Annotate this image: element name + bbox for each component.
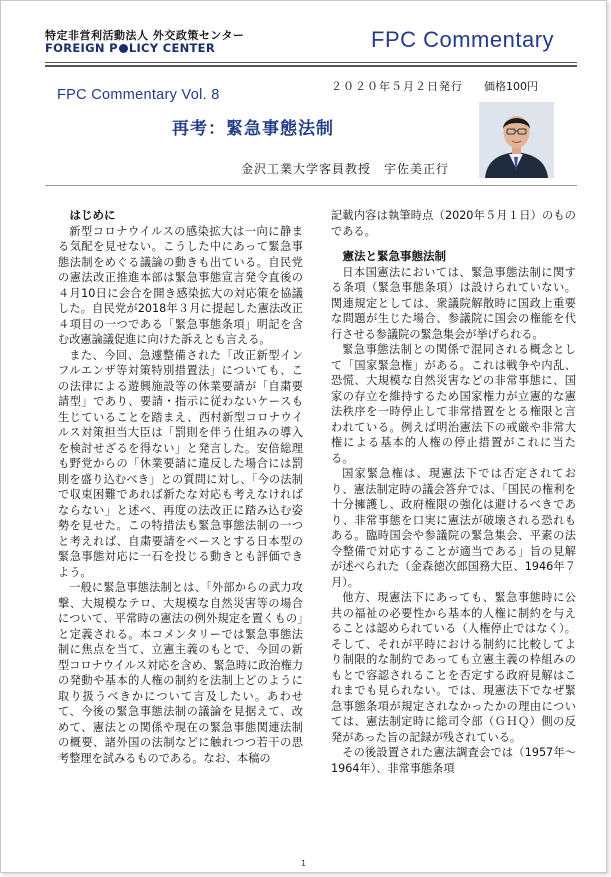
- org-name-japanese: 特定非営利活動法人 外交政策センター: [45, 29, 245, 42]
- author-portrait-image: [479, 102, 554, 178]
- paragraph: 国家緊急権は、現憲法下では否定されており、憲法制定時の議会答弁では、「国民の権利を十分擁護し、政府権限の強化は避けるべきであり、非常事態を口実に憲法が破壊される恐れもある。臨時国会や参議院の緊急集会、平素の法令整備で対応することが適当である」旨の見解が述べられた（金森徳次郎国務大臣、1946年７月）。: [331, 467, 576, 589]
- volume-label: FPC Commentary Vol. 8: [57, 87, 220, 103]
- paragraph: 一般に緊急事態法制とは、「外部からの武力攻撃、大規模なテロ、大規模な自然災害等の場合について、平常時の憲法の例外規定を置くもの」と定義される。本コメンタリーでは緊急事態法制に焦点を当て、立憲主義のもとで、今回の新型コロナウイルス対応を含め、緊急時に政治権力の発動や基本的人権の制約を法制上どのように取り扱うべきかについて言及したい。あわせて、今後の緊急事態法制の議論を見据えて、改めて、憲法との関係や現在の緊急事態関連法制の概要、諸外国の法制などに触れつつ若干の思考整理を試みるものである。なお、本稿の: [58, 581, 304, 765]
- paragraph: 日本国憲法においては、緊急事態法制に関する条項（緊急事態条項）は設けられていない。関連規定としては、衆議院解散時に国政上重要な問題が生じた場合、参議院に国会の権能を代行させる参議院の緊急集会が挙げられる。: [331, 265, 576, 341]
- title-divider: [45, 185, 577, 186]
- price: 価格100円: [484, 80, 538, 93]
- series-name: FPC Commentary: [371, 27, 555, 52]
- section-heading-introduction: はじめに: [69, 208, 116, 222]
- author-photo: [479, 102, 554, 178]
- paragraph: 他方、現憲法下にあっても、緊急事態時に公共の福祉の必要性から基本的人権に制約を与えることは認められている（人権停止ではなく）。そして、それが平時における制約に比較してより制限的な制約であっても立憲主義の枠組みのもとで容認されることを否定する政府見解はこれまでも見られない。では、現憲法下でなぜ緊急事態条項が規定されなかったかの理由については、憲法制定時に総司令部（ＧＨＱ）側の反発があった旨の記録が残されている。: [331, 591, 576, 744]
- org-name-english: [45, 41, 215, 55]
- left-column: [58, 208, 303, 766]
- paragraph: 新型コロナウイルスの感染拡大は一向に静まる気配を見せない。こうした中にあって緊急事態法制をめぐる議論の動きも出ている。自民党の憲法改正推進本部は緊急事態宣言発令直後の４月10日に会合を開き感染拡大の対応策を協議した。自民党が2018年３月に提起した憲法改正４項目の一つである「緊急事態条項」明記を含む改憲論議促進に向けた訴えとも言える。: [58, 224, 303, 346]
- section-heading-constitution: 憲法と緊急事態法制: [342, 249, 446, 263]
- paragraph: 緊急事態法制との関係で混同される概念として「国家緊急権」がある。これは戦争や内乱、恐慌、大規模な自然災害などの非常事態に、国家の存立を維持するため国家権力が立憲的な憲法秩序を一時停止して非常措置をとる権限と言われている。例えば明治憲法下の戒厳や非常大権による基本的人権の停止措置がこれに当たる。: [331, 343, 576, 465]
- paragraph-continued: 記載内容は執筆時点（2020年５月１日）のものである。: [331, 209, 576, 238]
- page-number: 1: [301, 859, 307, 868]
- paragraph: その後設置された憲法調査会では（1957年～1964年）、非常事態条項: [331, 746, 576, 775]
- author-line: 金沢工業大学客員教授 宇佐美正行: [241, 162, 450, 176]
- publication-date: ２０２０年５月２日発行: [331, 80, 463, 93]
- org-name-english-start: FOREIGN P: [45, 41, 118, 55]
- right-column: [331, 208, 576, 776]
- article-title: 再考：緊急事態法制: [172, 119, 334, 139]
- paragraph: また、今回、急遽整備された「改正新型インフルエンザ等対策特別措置法」についても、この法律による遊興施設等の休業要請が「自粛要請型」であり、要請・指示に従わないケースも生じていることを踏まえ、西村新型コロナウイルス対策担当大臣は「罰則を伴う仕組みの導入を検討せざるを得ない」と発言した。安倍総理も野党からの「休業要請に違反した場合には罰則を盛り込むべき」との質問に対し、「今の法制で収束困難であれば新たな対応も考えなければならない」と述べ、再度の法改正に踏み込む姿勢を見せた。この特措法も緊急事態法制の一つと考えれば、自粛要請をベースとする日本型の緊急事態対応に一石を投じる動きとも評価できよう。: [58, 348, 303, 579]
- org-name-english-end: LICY CENTER: [128, 41, 215, 55]
- globe-dot-icon: [119, 44, 128, 53]
- header-rule-thick: [45, 65, 577, 67]
- header-rule: [45, 62, 577, 63]
